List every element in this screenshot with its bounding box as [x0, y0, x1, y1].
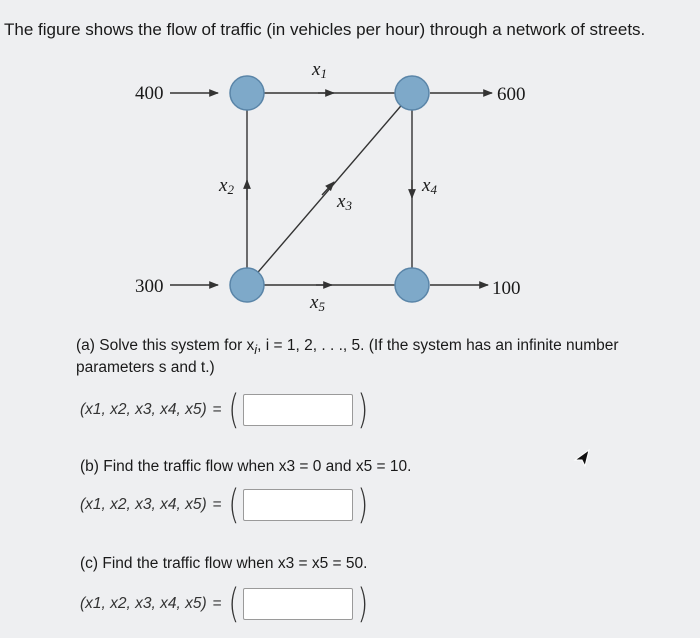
part-c-prompt: (c) Find the traffic flow when x3 = x5 = 50. [80, 555, 368, 572]
part-c-answer-row [80, 581, 371, 627]
open-paren: ( [228, 482, 239, 528]
street-diagonal [247, 93, 412, 285]
part-a-prompt-line1: (a) Solve this system for $x_i$, i = 1, 2, . . ., 5. (If the system has an infinite number [76, 337, 619, 358]
node-bottom-right [395, 268, 429, 302]
part-c-tuple: (x1, x2, x3, x4, x5) [80, 595, 207, 612]
part-a-answer-row [80, 387, 371, 433]
intro-text: The figure shows the flow of traffic (in vehicles per hour) through a network of streets. [4, 20, 646, 39]
part-c-equals: = [212, 595, 222, 612]
close-paren: ) [357, 581, 369, 627]
node-top-left [230, 76, 264, 110]
part-b-answer-row [80, 482, 371, 528]
open-paren: ( [228, 581, 239, 627]
label-x5: x5 [310, 292, 325, 314]
label-x3: x3 [337, 191, 352, 213]
part-a-answer-input[interactable] [243, 394, 353, 426]
arrow-x3 [322, 182, 334, 195]
label-x4: x4 [422, 175, 437, 197]
close-paren: ) [357, 387, 369, 433]
part-b-prompt: (b) Find the traffic flow when x3 = 0 and x5 = 10. [80, 458, 412, 475]
node-bottom-left [230, 268, 264, 302]
label-in-300: 300 [135, 276, 164, 297]
part-a-equals: = [212, 401, 222, 418]
part-a-tuple: (x1, x2, x3, x4, x5) [80, 401, 207, 418]
part-b-equals: = [212, 496, 222, 513]
part-b-tuple: (x1, x2, x3, x4, x5) [80, 496, 207, 513]
label-x2: x2 [219, 175, 234, 197]
label-out-100: 100 [492, 278, 521, 299]
open-paren: ( [228, 387, 239, 433]
node-top-right [395, 76, 429, 110]
label-x1: x1 [312, 59, 327, 81]
part-b-answer-input[interactable] [243, 489, 353, 521]
close-paren: ) [357, 482, 369, 528]
label-out-600: 600 [497, 84, 526, 105]
part-c-answer-input[interactable] [243, 588, 353, 620]
part-a-prompt-line2: parameters s and t.) [76, 359, 215, 376]
mouse-cursor-icon [573, 448, 593, 470]
label-in-400: 400 [135, 83, 164, 104]
